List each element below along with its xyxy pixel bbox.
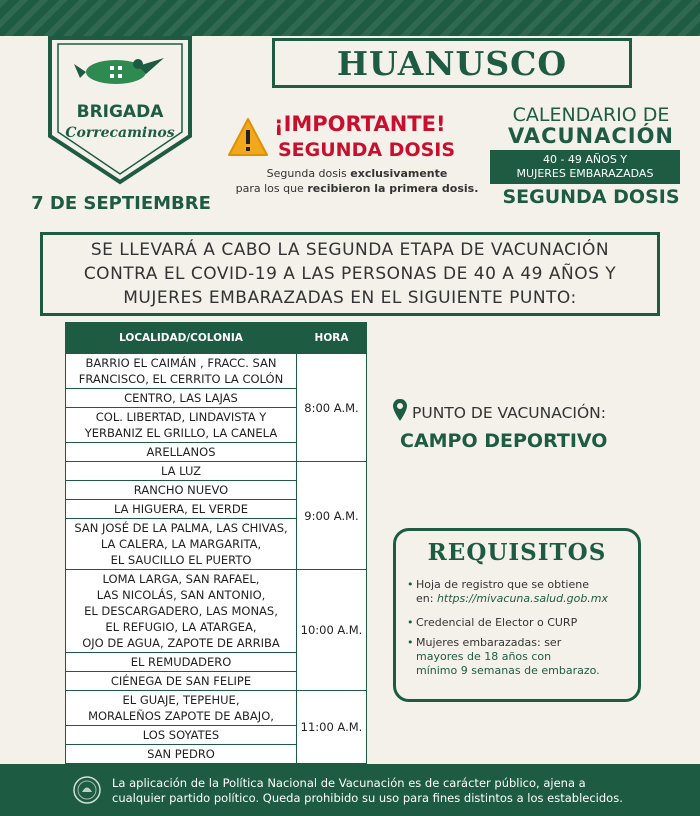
- localidad-cell: ARELLANOS: [66, 443, 297, 462]
- footer-disclaimer: La aplicación de la Política Nacional de Vacunación es de carácter público, ajena a cualquier partido político. Queda prohibido su uso para fines distintos a los establecidos.: [112, 776, 623, 805]
- important-note: Segunda dosis exclusivamente para los que recibieron la primera dosis.: [235, 167, 479, 195]
- column-header-hora: HORA: [297, 323, 367, 354]
- vaccination-point-place: CAMPO DEPORTIVO: [400, 430, 608, 452]
- second-dose-heading: SEGUNDA DOSIS: [278, 139, 456, 161]
- vaccination-point-label: PUNTO DE VACUNACIÓN:: [412, 404, 606, 422]
- table-row: [66, 354, 367, 389]
- registration-link[interactable]: https://mivacuna.salud.gob.mx: [436, 592, 609, 605]
- calendar-label: CALENDARIO DE: [512, 104, 670, 126]
- location-pin-icon: [392, 398, 408, 426]
- roadrunner-icon: [72, 44, 168, 94]
- brigada-label: BRIGADA: [76, 102, 164, 122]
- localidad-cell: RANCHO NUEVO: [66, 481, 297, 500]
- hora-cell: 11:00 A.M.: [297, 691, 367, 764]
- second-dose-label: SEGUNDA DOSIS: [502, 186, 680, 208]
- schedule-table: [65, 322, 367, 764]
- vacunacion-label: VACUNACIÓN: [507, 124, 675, 148]
- page-title: HUANUSCO: [272, 38, 632, 88]
- localidad-cell: LOS SOYATES: [66, 726, 297, 745]
- column-header-localidad: LOCALIDAD/COLONIA: [66, 323, 297, 354]
- requirement-item: • Hoja de registro que se obtiene en: https://mivacuna.salud.gob.mx: [407, 578, 609, 605]
- table-row: [66, 570, 367, 653]
- localidad-cell: CIÉNEGA DE SAN FELIPE: [66, 672, 297, 691]
- requirement-item: • Mujeres embarazadas: ser mayores de 18 años con mínimo 9 semanas de embarazo.: [407, 636, 600, 677]
- localidad-cell: BARRIO EL CAIMÁN , FRACC. SAN FRANCISCO, EL CERRITO LA COLÓN: [66, 354, 297, 389]
- localidad-cell: LA HIGUERA, EL VERDE: [66, 500, 297, 519]
- warning-icon: [227, 117, 269, 157]
- localidad-cell: CENTRO, LAS LAJAS: [66, 389, 297, 408]
- localidad-cell: SAN JOSÉ DE LA PALMA, LAS CHIVAS, LA CALERA, LA MARGARITA, EL SAUCILLO EL PUERTO: [66, 519, 297, 570]
- localidad-cell: COL. LIBERTAD, LINDAVISTA Y YERBANIZ EL GRILLO, LA CANELA: [66, 408, 297, 443]
- table-row: [66, 462, 367, 481]
- important-heading: ¡IMPORTANTE!: [274, 112, 446, 136]
- age-group-badge: 40 - 49 AÑOS Y MUJERES EMBARAZADAS: [490, 150, 680, 184]
- hora-cell: 8:00 A.M.: [297, 354, 367, 462]
- requirement-item: • Credencial de Elector o CURP: [407, 616, 578, 629]
- correcaminos-label: Correcaminos: [65, 125, 175, 141]
- localidad-cell: LA LUZ: [66, 462, 297, 481]
- localidad-cell: LOMA LARGA, SAN RAFAEL, LAS NICOLÁS, SAN ANTONIO, EL DESCARGADERO, LAS MONAS, EL REFUGIO, LA ATARGEA, OJO DE AGUA, ZAPOTE DE ARRIBA: [66, 570, 297, 653]
- hora-cell: 10:00 A.M.: [297, 570, 367, 691]
- requirements-box: [393, 528, 641, 702]
- localidad-cell: EL REMUDADERO: [66, 653, 297, 672]
- localidad-cell: SAN PEDRO: [66, 745, 297, 764]
- table-row: [66, 691, 367, 726]
- localidad-cell: EL GUAJE, TEPEHUE, MORALEÑOS ZAPOTE DE ABAJO,: [66, 691, 297, 726]
- hora-cell: 9:00 A.M.: [297, 462, 367, 570]
- requirements-title: REQUISITOS: [427, 539, 607, 566]
- top-pattern-band: [0, 0, 700, 36]
- government-seal-icon: [72, 775, 102, 809]
- announcement-box: SE LLEVARÁ A CABO LA SEGUNDA ETAPA DE VACUNACIÓN CONTRA EL COVID-19 A LAS PERSONAS DE 40 A 49 AÑOS Y MUJERES EMBARAZADAS EN EL SIGUIENTE PUNTO:: [40, 232, 660, 316]
- event-date: 7 DE SEPTIEMBRE: [31, 193, 211, 214]
